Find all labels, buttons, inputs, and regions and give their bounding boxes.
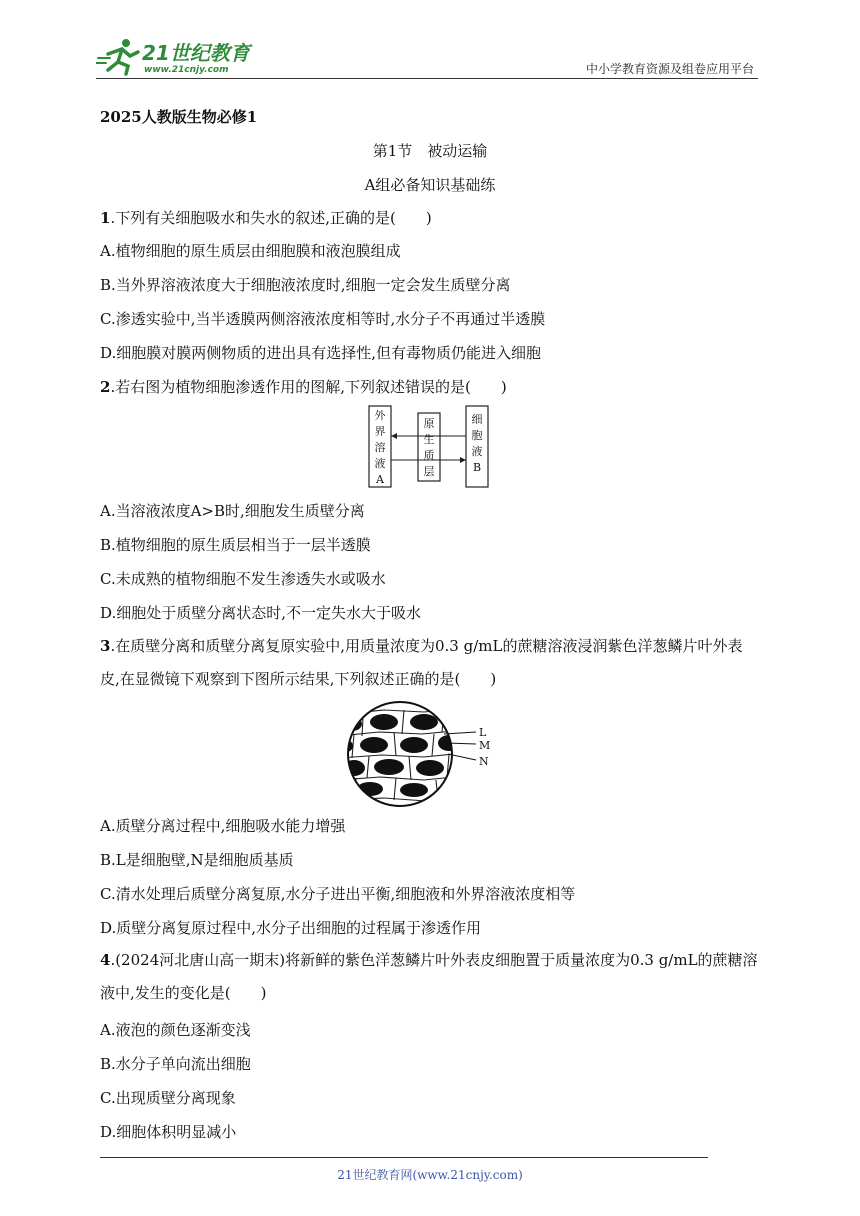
section-title: 第1节 被动运输 [372,142,488,160]
question-1-stem: 1.下列有关细胞吸水和失水的叙述,正确的是( ) [100,209,432,227]
page-header [96,34,758,78]
label-right-3: B [472,461,482,474]
osmosis-diagram [368,405,490,489]
label-left-2: 溶 [374,441,386,454]
label-mid-1: 生 [423,433,435,446]
question-4-stem: 4.(2024河北唐山高一期末)将新鲜的紫色洋葱鳞片叶外表皮细胞置于质量浓度为0.3 g/mL的蔗糖溶液中,发生的变化是( ) [100,951,758,1002]
q1-option-d: D.细胞膜对膜两侧物质的进出具有选择性,但有毒物质仍能进入细胞 [100,344,542,362]
micrograph-figure [334,700,504,808]
label-mid-3: 层 [423,465,435,478]
site-logo [96,36,266,76]
q3-option-a: A.质壁分离过程中,细胞吸水能力增强 [100,817,346,835]
question-3-stem: 3.在质壁分离和质壁分离复原实验中,用质量浓度为0.3 g/mL的蔗糖溶液浸润紫色洋葱鳞片叶外表皮,在显微镜下观察到下图所示结果,下列叙述正确的是( ) [100,637,743,688]
label-right-1: 胞 [471,429,483,442]
footer-divider [100,1157,708,1158]
q4-option-c: C.出现质壁分离现象 [100,1089,236,1107]
q2-option-c: C.未成熟的植物细胞不发生渗透失水或吸水 [100,570,386,588]
label-n: N [479,755,489,768]
label-left-3: 液 [374,457,386,470]
q1-option-c: C.渗透实验中,当半透膜两侧溶液浓度相等时,水分子不再通过半透膜 [100,310,546,328]
q3-option-b: B.L是细胞壁,N是细胞质基质 [100,851,294,869]
label-mid-2: 质 [423,449,435,462]
q3-option-d: D.质壁分离复原过程中,水分子出细胞的过程属于渗透作用 [100,919,482,937]
label-left-0: 外 [374,409,386,422]
q2-option-b: B.植物细胞的原生质层相当于一层半透膜 [100,536,371,554]
q4-option-d: D.细胞体积明显减小 [100,1123,237,1141]
q4-option-b: B.水分子单向流出细胞 [100,1055,251,1073]
label-mid-0: 原 [423,417,435,430]
q2-option-d: D.细胞处于质壁分离状态时,不一定失水大于吸水 [100,604,422,622]
q1-option-b: B.当外界溶液浓度大于细胞液浓度时,细胞一定会发生质壁分离 [100,276,511,294]
q3-option-c: C.清水处理后质壁分离复原,水分子进出平衡,细胞液和外界溶液浓度相等 [100,885,576,903]
q1-option-a: A.植物细胞的原生质层由细胞膜和液泡膜组成 [100,242,401,260]
question-2-stem: 2.若右图为植物细胞渗透作用的图解,下列叙述错误的是( ) [100,378,507,396]
q2-option-a: A.当溶液浓度A>B时,细胞发生质壁分离 [100,502,365,520]
label-right-0: 细 [471,413,483,426]
group-title: A组必备知识基础练 [364,176,496,194]
runner-icon [96,39,138,74]
footer-link[interactable]: 21世纪教育网(www.21cnjy.com) [337,1168,523,1182]
label-l: L [479,726,487,739]
label-left-1: 界 [374,425,386,438]
platform-name: 中小学教育资源及组卷应用平台 [585,62,754,76]
header-divider [96,78,758,79]
label-m: M [479,739,491,752]
document-title: 2025人教版生物必修1 [100,108,258,126]
q4-option-a: A.液泡的颜色逐渐变浅 [100,1021,251,1039]
logo-url: www.21cnjy.com [144,65,229,75]
logo-text: 21世纪教育 [142,41,250,65]
label-left-4: A [376,473,384,486]
label-right-2: 液 [471,445,483,458]
